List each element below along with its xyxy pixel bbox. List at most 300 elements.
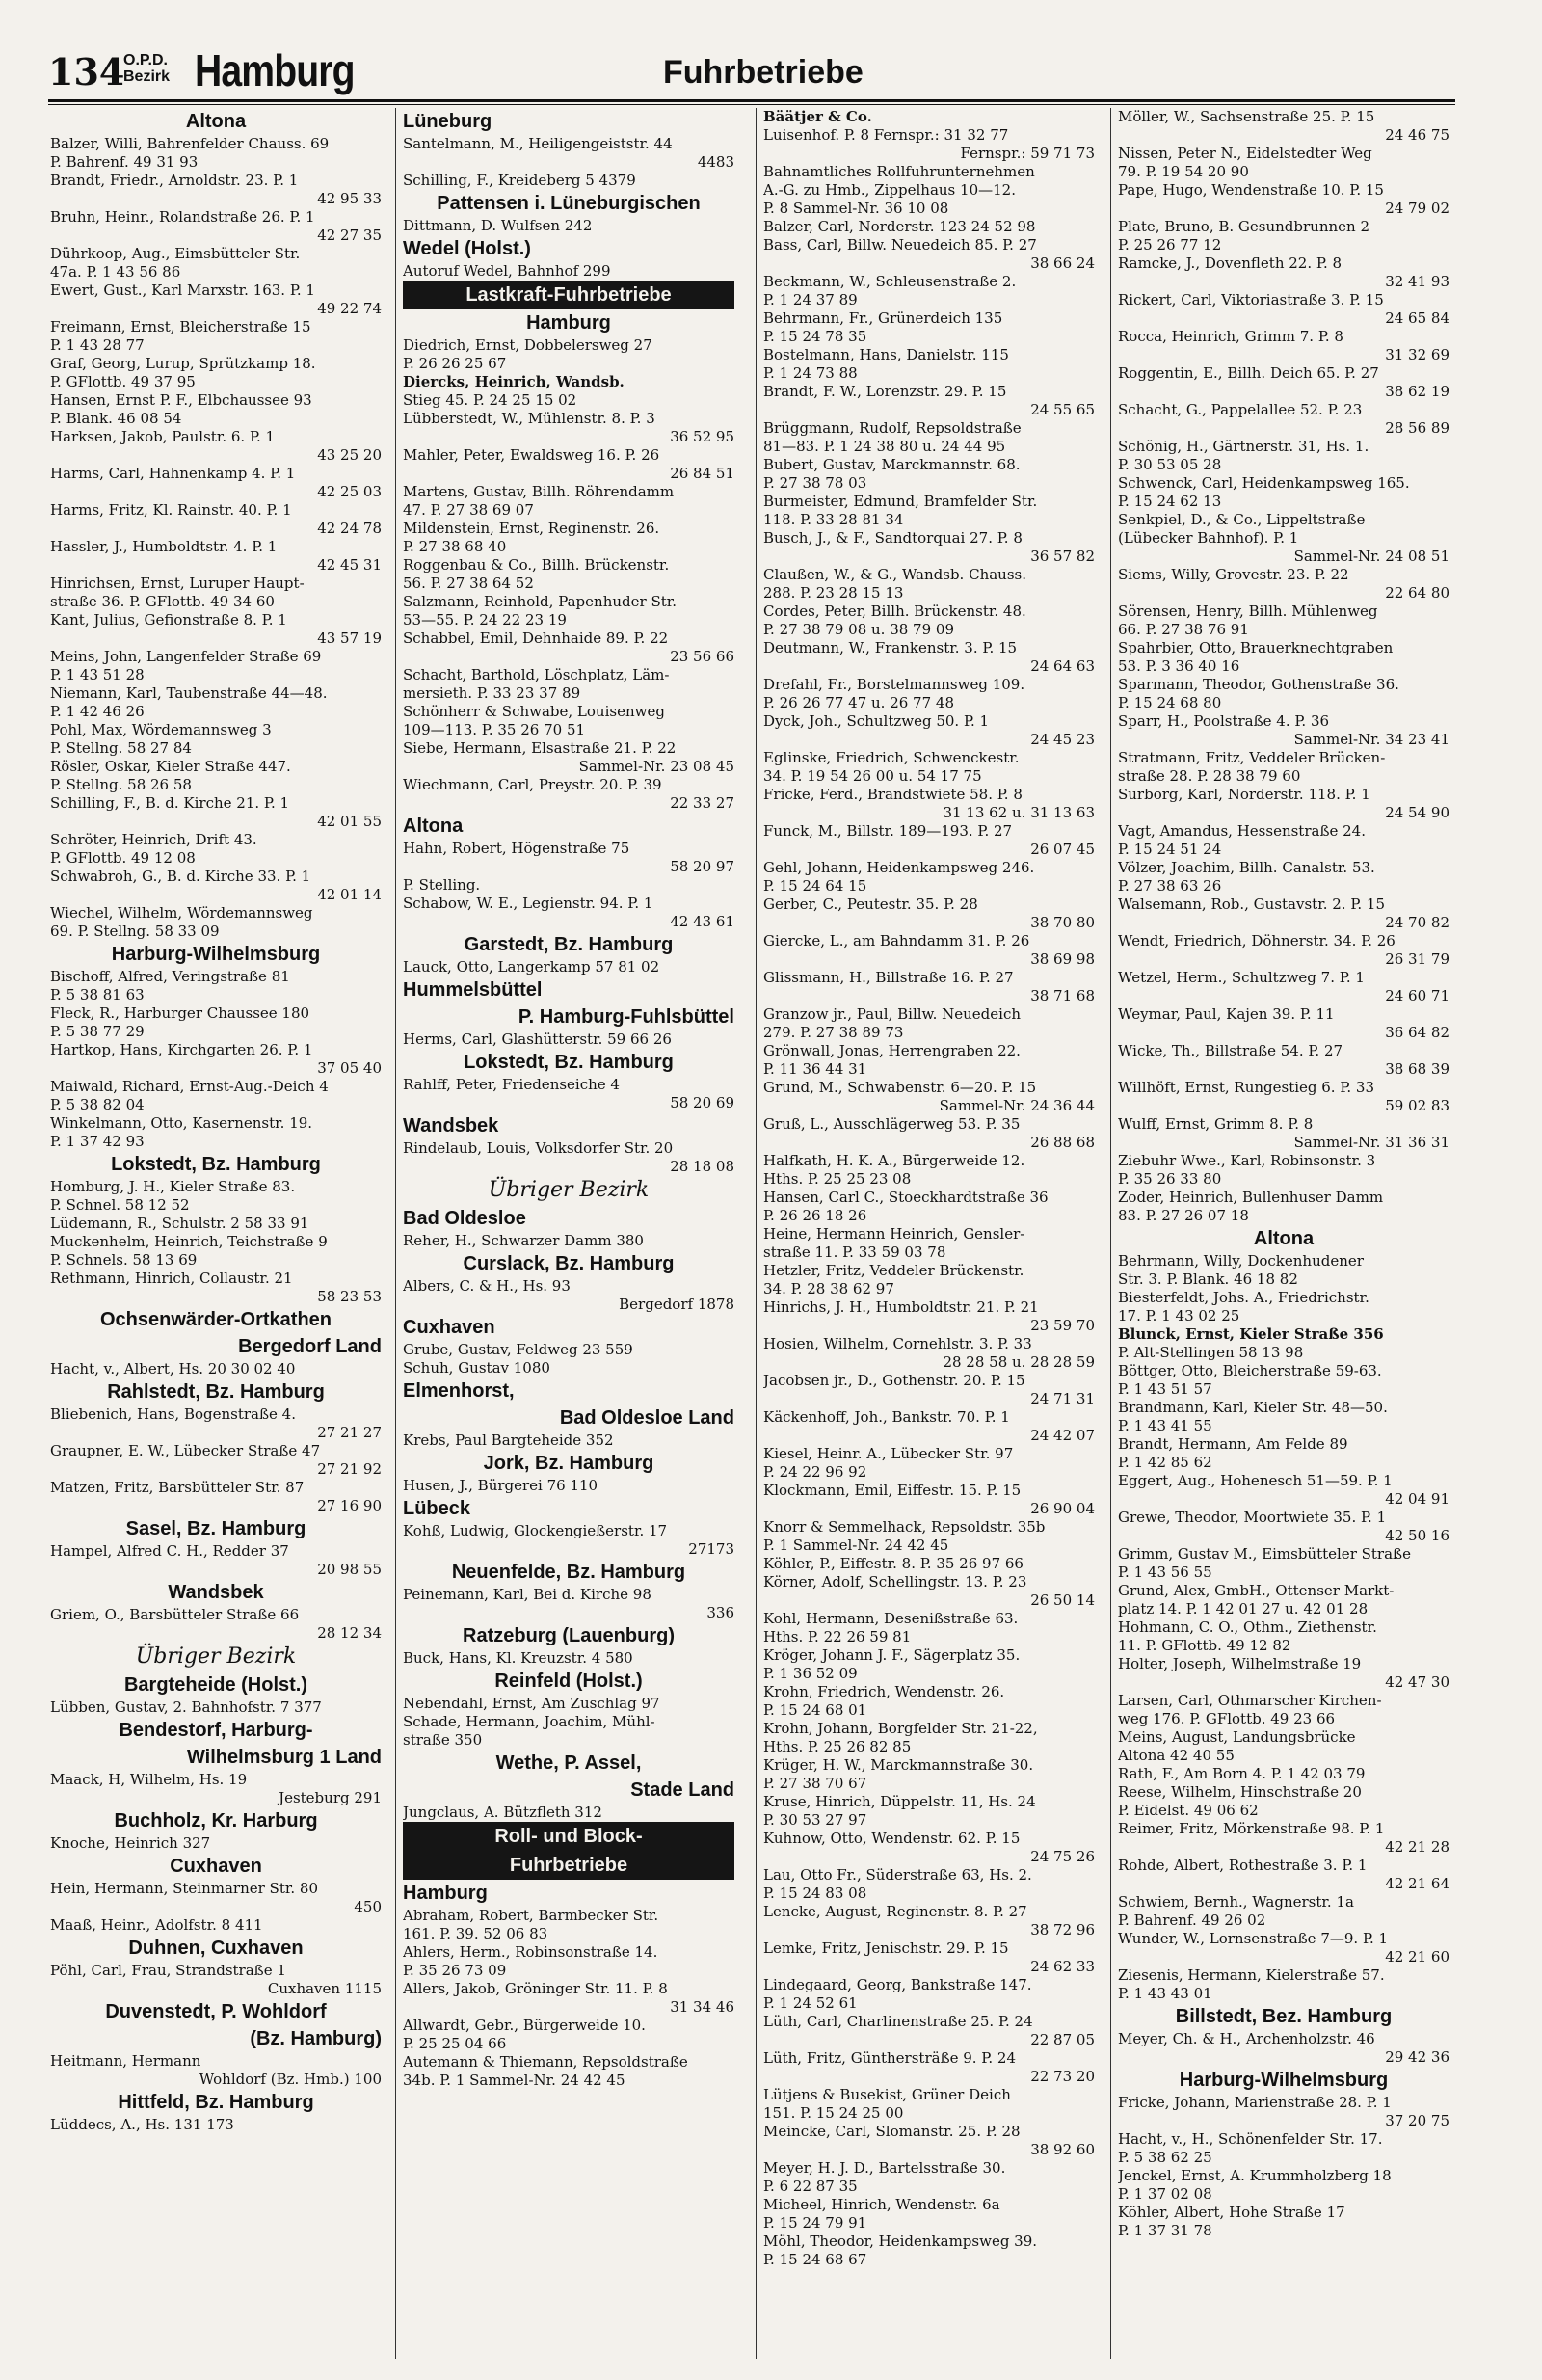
- place-heading-subline: (Bz. Hamburg): [250, 2028, 382, 2049]
- place-heading: Duvenstedt, P. Wohldorf: [105, 2001, 327, 2022]
- directory-entry: Lübberstedt, W., Mühlenstr. 8. P. 3: [403, 410, 655, 427]
- directory-entry: Burmeister, Edmund, Bramfelder Str.: [763, 493, 1038, 510]
- directory-entry: Schacht, G., Pappelallee 52. P. 23: [1118, 401, 1363, 418]
- directory-entry: Gruß, L., Ausschlägerweg 53. P. 35: [763, 1115, 1021, 1133]
- directory-entry: Glissmann, H., Billstraße 16. P. 27: [763, 969, 1014, 986]
- directory-entry: P. 26 26 18 26: [763, 1207, 867, 1224]
- directory-entry: Winkelmann, Otto, Kasernenstr. 19.: [50, 1114, 313, 1132]
- directory-entry: Lübben, Gustav, 2. Bahnhofstr. 7 377: [50, 1698, 322, 1716]
- directory-entry: Bostelmann, Hans, Danielstr. 115: [763, 346, 1009, 363]
- directory-entry: P. Bahrenf. 49 26 02: [1118, 1912, 1266, 1929]
- directory-entry: Senkpiel, D., & Co., Lippeltstraße: [1118, 511, 1366, 528]
- directory-entry: Maiwald, Richard, Ernst-Aug.-Deich 4: [50, 1078, 329, 1095]
- directory-entry: Knorr & Semmelhack, Repsoldstr. 35b: [763, 1518, 1046, 1536]
- phone-number: 42 50 16: [1385, 1527, 1449, 1544]
- directory-entry: Schuh, Gustav 1080: [403, 1359, 550, 1377]
- directory-entry: Busch, J., & F., Sandtorquai 27. P. 8: [763, 529, 1023, 547]
- directory-entry: Meincke, Carl, Slomanstr. 25. P. 28: [763, 2123, 1021, 2140]
- phone-number: 42 24 78: [317, 520, 382, 537]
- directory-entry: Santelmann, M., Heiligengeiststr. 44: [403, 135, 673, 152]
- directory-entry: Meins, August, Landungsbrücke: [1118, 1728, 1356, 1746]
- directory-entry: 69. P. Stellng. 58 33 09: [50, 923, 220, 940]
- phone-number: 27 21 92: [317, 1460, 382, 1478]
- directory-entry: Buck, Hans, Kl. Kreuzstr. 4 580: [403, 1649, 633, 1667]
- phone-number: 24 45 23: [1030, 731, 1095, 748]
- directory-entry: P. Stellng. 58 26 58: [50, 776, 192, 793]
- phone-number: 42 45 31: [317, 556, 382, 574]
- directory-entry: Reimer, Fritz, Mörkenstraße 98. P. 1: [1118, 1820, 1385, 1837]
- directory-entry: Hinrichs, J. H., Humboldtstr. 21. P. 21: [763, 1298, 1039, 1316]
- directory-entry: Pöhl, Carl, Frau, Strandstraße 1: [50, 1962, 286, 1979]
- phone-number: 38 71 68: [1030, 987, 1095, 1004]
- phone-number: 28 28 58 u. 28 28 59: [943, 1353, 1095, 1371]
- phone-number: 26 88 68: [1030, 1134, 1095, 1151]
- directory-entry: Hansen, Carl C., Stoeckhardtstraße 36: [763, 1189, 1049, 1206]
- directory-entry: Reher, H., Schwarzer Damm 380: [403, 1232, 644, 1249]
- directory-entry: P. GFlottb. 49 12 08: [50, 849, 196, 867]
- phone-number: Bergedorf 1878: [619, 1296, 734, 1313]
- directory-entry: Micheel, Hinrich, Wendenstr. 6a: [763, 2196, 1000, 2213]
- phone-number: 42 27 35: [317, 227, 382, 244]
- header-rule: [48, 99, 1455, 102]
- directory-entry: Klockmann, Emil, Eiffestr. 15. P. 15: [763, 1482, 1022, 1499]
- directory-entry: Mildenstein, Ernst, Reginenstr. 26.: [403, 520, 660, 537]
- directory-entry: Homburg, J. H., Kieler Straße 83.: [50, 1178, 296, 1195]
- directory-entry: Surborg, Karl, Norderstr. 118. P. 1: [1118, 786, 1370, 803]
- directory-entry: P. 24 22 96 92: [763, 1463, 867, 1481]
- directory-entry: Schade, Hermann, Joachim, Mühl-: [403, 1713, 655, 1730]
- directory-entry: P. 1 42 85 62: [1118, 1454, 1212, 1471]
- directory-entry: Bass, Carl, Billw. Neuedeich 85. P. 27: [763, 236, 1037, 254]
- phone-number: 38 70 80: [1030, 914, 1095, 931]
- directory-entry: P. 27 38 78 03: [763, 474, 867, 492]
- directory-entry: straße 350: [403, 1731, 483, 1749]
- directory-entry: P. 15 24 68 80: [1118, 694, 1222, 711]
- directory-entry: Halfkath, H. K. A., Bürgerweide 12.: [763, 1152, 1025, 1169]
- directory-entry: Schröter, Heinrich, Drift 43.: [50, 831, 257, 848]
- directory-column-2: [403, 108, 734, 2368]
- directory-entry: Grimm, Gustav M., Eimsbütteler Straße: [1118, 1545, 1411, 1563]
- directory-entry: Wendt, Friedrich, Döhnerstr. 34. P. 26: [1118, 932, 1396, 949]
- category-heading: Übriger Bezirk: [135, 1645, 297, 1669]
- directory-entry: Schabbel, Emil, Dehnhaide 89. P. 22: [403, 629, 669, 647]
- column-divider: [395, 108, 396, 2359]
- directory-entry: Bahnamtliches Rollfuhrunternehmen: [763, 163, 1035, 180]
- directory-entry: Roggentin, E., Billh. Deich 65. P. 27: [1118, 364, 1379, 382]
- directory-entry: Brandt, Hermann, Am Felde 89: [1118, 1435, 1348, 1453]
- phone-number: 24 62 33: [1030, 1958, 1095, 1975]
- directory-entry: Wulff, Ernst, Grimm 8. P. 8: [1118, 1115, 1314, 1133]
- directory-entry: Biesterfeldt, Johs. A., Friedrichstr.: [1118, 1289, 1369, 1306]
- directory-entry: Deutmann, W., Frankenstr. 3. P. 15: [763, 639, 1018, 656]
- place-heading: Ratzeburg (Lauenburg): [463, 1625, 675, 1646]
- directory-entry: Lindegaard, Georg, Bankstraße 147.: [763, 1976, 1032, 1993]
- directory-entry: Weymar, Paul, Kajen 39. P. 11: [1118, 1005, 1335, 1023]
- district-label-line1: O.P.D.: [123, 52, 168, 68]
- phone-number: 27173: [688, 1540, 734, 1558]
- directory-entry: P. Bahrenf. 49 31 93: [50, 153, 199, 171]
- phone-number: 38 69 98: [1030, 950, 1095, 968]
- directory-entry: Rickert, Carl, Viktoriastraße 3. P. 15: [1118, 291, 1384, 308]
- directory-entry: Fricke, Ferd., Brandstwiete 58. P. 8: [763, 786, 1023, 803]
- phone-number: 36 64 82: [1385, 1024, 1449, 1041]
- phone-number: 31 34 46: [670, 1998, 734, 2016]
- directory-entry: P. 27 38 68 40: [403, 538, 507, 555]
- directory-entry: Grube, Gustav, Feldweg 23 559: [403, 1341, 633, 1358]
- phone-number: 37 20 75: [1385, 2112, 1449, 2129]
- directory-entry: Larsen, Carl, Othmarscher Kirchen-: [1118, 1692, 1382, 1709]
- directory-entry: Kiesel, Heinr. A., Lübecker Str. 97: [763, 1445, 1014, 1462]
- directory-entry: A.-G. zu Hmb., Zippelhaus 10—12.: [763, 181, 1016, 199]
- directory-entry: mersieth. P. 33 23 37 89: [403, 684, 581, 702]
- phone-number: 27 16 90: [317, 1497, 382, 1514]
- directory-entry: Pohl, Max, Wördemannsweg 3: [50, 721, 272, 738]
- directory-entry: 34. P. 19 54 26 00 u. 54 17 75: [763, 767, 982, 785]
- phone-number: 38 68 39: [1385, 1060, 1449, 1078]
- directory-entry: Bliebenich, Hans, Bogenstraße 4.: [50, 1405, 296, 1423]
- phone-number: Sammel-Nr. 24 08 51: [1293, 548, 1449, 565]
- directory-entry: Hths. P. 25 25 23 08: [763, 1170, 912, 1188]
- place-heading: Bargteheide (Holst.): [123, 1674, 308, 1696]
- directory-entry: P. 35 26 73 09: [403, 1962, 507, 1979]
- directory-entry: Jungclaus, A. Bützfleth 312: [403, 1804, 602, 1821]
- place-heading-subline: Stade Land: [630, 1779, 734, 1801]
- directory-entry: Meins, John, Langenfelder Straße 69: [50, 648, 322, 665]
- place-heading: Elmenhorst,: [403, 1380, 515, 1402]
- directory-entry: P. 15 24 64 15: [763, 877, 867, 895]
- phone-number: 28 18 08: [670, 1158, 734, 1175]
- directory-entry: Eggert, Aug., Hohenesch 51—59. P. 1: [1118, 1472, 1393, 1489]
- directory-entry: Str. 3. P. Blank. 46 18 82: [1118, 1270, 1298, 1288]
- directory-entry: Sörensen, Henry, Billh. Mühlenweg: [1118, 602, 1378, 620]
- phone-number: 450: [354, 1898, 382, 1915]
- directory-entry: P. 15 24 83 08: [763, 1885, 867, 1902]
- directory-entry: Lau, Otto Fr., Süderstraße 63, Hs. 2.: [763, 1866, 1032, 1884]
- directory-entry: Lüth, Carl, Charlinenstraße 25. P. 24: [763, 2013, 1033, 2030]
- directory-entry: Schwabroh, G., B. d. Kirche 33. P. 1: [50, 868, 311, 885]
- directory-entry: P. 5 38 82 04: [50, 1096, 145, 1113]
- directory-entry: Käckenhoff, Joh., Bankstr. 70. P. 1: [763, 1408, 1010, 1426]
- directory-entry: Hohmann, C. O., Othm., Ziethenstr.: [1118, 1618, 1377, 1636]
- directory-entry: Blunck, Ernst, Kieler Straße 356: [1118, 1325, 1384, 1343]
- directory-entry: Sparr, H., Poolstraße 4. P. 36: [1118, 712, 1330, 730]
- directory-entry: 34. P. 28 38 62 97: [763, 1280, 894, 1297]
- phone-number: 37 05 40: [317, 1059, 382, 1077]
- directory-entry: Hahn, Robert, Högenstraße 75: [403, 840, 630, 857]
- place-heading-subline: P. Hamburg-Fuhlsbüttel: [518, 1006, 734, 1028]
- directory-entry: Luisenhof. P. 8 Fernspr.: 31 32 77: [763, 126, 1009, 144]
- directory-entry: P. 30 53 27 97: [763, 1811, 867, 1829]
- place-heading: Jork, Bz. Hamburg: [483, 1453, 654, 1474]
- directory-entry: Heitmann, Hermann: [50, 2052, 201, 2070]
- directory-entry: Hths. P. 22 26 59 81: [763, 1628, 912, 1645]
- place-heading: Cuxhaven: [170, 1856, 262, 1877]
- directory-entry: Heine, Hermann Heinrich, Gensler-: [763, 1225, 1025, 1243]
- directory-entry: 118. P. 33 28 81 34: [763, 511, 904, 528]
- directory-entry: Niemann, Karl, Taubenstraße 44—48.: [50, 684, 328, 702]
- phone-number: 42 95 33: [317, 190, 382, 207]
- directory-entry: P. 1 43 51 57: [1118, 1380, 1212, 1398]
- directory-entry: Hths. P. 25 26 82 85: [763, 1738, 912, 1755]
- directory-entry: Siems, Willy, Grovestr. 23. P. 22: [1118, 566, 1349, 583]
- directory-entry: P. 1 24 52 61: [763, 1994, 858, 2012]
- directory-entry: P. 15 24 78 35: [763, 328, 867, 345]
- directory-entry: 66. P. 27 38 76 91: [1118, 621, 1249, 638]
- phone-number: 43 25 20: [317, 446, 382, 464]
- directory-entry: Autemann & Thiemann, Repsoldstraße: [403, 2053, 688, 2071]
- directory-entry: Grönwall, Jonas, Herrengraben 22.: [763, 1042, 1021, 1059]
- directory-entry: Roggenbau & Co., Billh. Brückenstr.: [403, 556, 670, 574]
- phone-number: 24 65 84: [1385, 309, 1449, 327]
- directory-entry: Bischoff, Alfred, Veringstraße 81: [50, 968, 290, 985]
- place-heading-subline: Bad Oldesloe Land: [559, 1407, 734, 1429]
- directory-entry: Hacht, v., Albert, Hs. 20 30 02 40: [50, 1360, 296, 1377]
- directory-entry: P. 5 38 62 25: [1118, 2149, 1212, 2166]
- directory-entry: Autoruf Wedel, Bahnhof 299: [403, 262, 611, 280]
- directory-entry: Böttger, Otto, Bleicherstraße 59-63.: [1118, 1362, 1382, 1379]
- phone-number: 26 31 79: [1385, 950, 1449, 968]
- district-label: [123, 52, 170, 85]
- phone-number: 38 66 24: [1030, 254, 1095, 272]
- directory-entry: Beckmann, W., Schleusenstraße 2.: [763, 273, 1017, 290]
- directory-entry: Claußen, W., & G., Wandsb. Chauss.: [763, 566, 1027, 583]
- directory-entry: Brandt, Friedr., Arnoldstr. 23. P. 1: [50, 172, 299, 189]
- directory-entry: Grewe, Theodor, Moortwiete 35. P. 1: [1118, 1509, 1387, 1526]
- directory-entry: P. 5 38 77 29: [50, 1023, 145, 1040]
- place-heading: Altona: [185, 111, 247, 132]
- page-number: 134: [48, 50, 125, 94]
- phone-number: 42 21 60: [1385, 1948, 1449, 1966]
- phone-number: 26 07 45: [1030, 841, 1095, 858]
- directory-entry: Wunder, W., Lornsenstraße 7—9. P. 1: [1118, 1930, 1389, 1947]
- place-heading: Garstedt, Bz. Hamburg: [464, 934, 674, 955]
- directory-entry: P. 6 22 87 35: [763, 2178, 858, 2195]
- directory-entry: Harms, Carl, Hahnenkamp 4. P. 1: [50, 465, 296, 482]
- place-heading: Altona: [403, 816, 464, 837]
- phone-number: 24 42 07: [1030, 1427, 1095, 1444]
- phone-number: 42 43 61: [670, 913, 734, 930]
- directory-entry: Köhler, Albert, Hohe Straße 17: [1118, 2204, 1345, 2221]
- directory-entry: P. 1 24 37 89: [763, 291, 858, 308]
- directory-entry: P. 30 53 05 28: [1118, 456, 1222, 473]
- directory-entry: Funck, M., Billstr. 189—193. P. 27: [763, 822, 1013, 840]
- directory-entry: P. 1 36 52 09: [763, 1665, 858, 1682]
- phone-number: 28 12 34: [317, 1624, 382, 1642]
- directory-entry: P. 1 43 51 28: [50, 666, 145, 683]
- phone-number: Cuxhaven 1115: [267, 1980, 382, 1997]
- place-heading: Sasel, Bz. Hamburg: [125, 1518, 306, 1539]
- directory-entry: P. Blank. 46 08 54: [50, 410, 182, 427]
- directory-entry: Köhler, P., Eiffestr. 8. P. 35 26 97 66: [763, 1555, 1024, 1572]
- directory-entry: Krohn, Friedrich, Wendenstr. 26.: [763, 1683, 1005, 1700]
- directory-entry: Husen, J., Bürgerei 76 110: [403, 1477, 598, 1494]
- directory-entry: Hampel, Alfred C. H., Redder 37: [50, 1542, 289, 1560]
- place-heading: Hummelsbüttel: [403, 979, 543, 1001]
- directory-entry: 56. P. 27 38 64 52: [403, 575, 534, 592]
- directory-entry: Holter, Joseph, Wilhelmstraße 19: [1118, 1655, 1362, 1672]
- directory-entry: Martens, Gustav, Billh. Röhrendamm: [403, 483, 675, 500]
- directory-entry: Schilling, F., Kreideberg 5 4379: [403, 172, 636, 189]
- phone-number: Sammel-Nr. 23 08 45: [578, 758, 734, 775]
- phone-number: 38 72 96: [1030, 1921, 1095, 1939]
- directory-entry: P. 1 43 28 77: [50, 336, 145, 354]
- directory-entry: P. 25 25 04 66: [403, 2035, 507, 2052]
- phone-number: 26 50 14: [1030, 1591, 1095, 1609]
- phone-number: 4483: [697, 153, 734, 171]
- directory-entry: Dührkoop, Aug., Eimsbütteler Str.: [50, 245, 301, 262]
- directory-entry: Krebs, Paul Bargteheide 352: [403, 1431, 614, 1449]
- directory-entry: 83. P. 27 26 07 18: [1118, 1207, 1249, 1224]
- phone-number: Sammel-Nr. 24 36 44: [939, 1097, 1095, 1114]
- directory-entry: P. Schnels. 58 13 69: [50, 1251, 198, 1269]
- category-heading: Lastkraft-Fuhrbetriebe: [403, 281, 734, 309]
- phone-number: 32 41 93: [1385, 273, 1449, 290]
- directory-entry: Wiechmann, Carl, Preystr. 20. P. 39: [403, 776, 662, 793]
- directory-entry: Hacht, v., H., Schönenfelder Str. 17.: [1118, 2130, 1383, 2148]
- directory-entry: P. 1 37 02 08: [1118, 2185, 1212, 2203]
- phone-number: Fernspr.: 59 71 73: [960, 145, 1095, 162]
- directory-entry: Eglinske, Friedrich, Schwenckestr.: [763, 749, 1020, 766]
- place-heading: Buchholz, Kr. Harburg: [114, 1810, 318, 1832]
- directory-entry: P. 15 24 51 24: [1118, 841, 1222, 858]
- directory-entry: Brüggmann, Rudolf, Repsoldstraße: [763, 419, 1022, 437]
- phone-number: 22 64 80: [1385, 584, 1449, 602]
- directory-entry: Fricke, Johann, Marienstraße 28. P. 1: [1118, 2094, 1392, 2111]
- phone-number: 42 04 91: [1385, 1490, 1449, 1508]
- phone-number: 24 75 26: [1030, 1848, 1095, 1865]
- directory-column-4: [1118, 108, 1449, 2368]
- directory-entry: Allers, Jakob, Gröninger Str. 11. P. 8: [403, 1980, 668, 1997]
- phone-number: 24 54 90: [1385, 804, 1449, 821]
- directory-entry: P. Schnel. 58 12 52: [50, 1196, 190, 1214]
- category-heading: Fuhrbetriebe: [403, 1851, 734, 1880]
- phone-number: 24 55 65: [1030, 401, 1095, 418]
- directory-entry: P. 1 43 41 55: [1118, 1417, 1212, 1434]
- directory-entry: 279. P. 27 38 89 73: [763, 1024, 904, 1041]
- directory-entry: Rösler, Oskar, Kieler Straße 447.: [50, 758, 291, 775]
- directory-entry: Griem, O., Barsbütteler Straße 66: [50, 1606, 300, 1623]
- phone-number: 58 20 69: [670, 1094, 734, 1111]
- directory-entry: Lüddecs, A., Hs. 131 173: [50, 2116, 234, 2133]
- directory-entry: Wetzel, Herm., Schultzweg 7. P. 1: [1118, 969, 1365, 986]
- directory-entry: P. 27 38 63 26: [1118, 877, 1222, 895]
- page-header: [0, 0, 1542, 106]
- place-heading-subline: Bergedorf Land: [238, 1336, 382, 1357]
- directory-entry: Rohde, Albert, Rothestraße 3. P. 1: [1118, 1857, 1368, 1874]
- directory-entry: P. 1 43 43 01: [1118, 1985, 1212, 2002]
- directory-entry: P. 1 37 31 78: [1118, 2222, 1212, 2239]
- directory-entry: Freimann, Ernst, Bleicherstraße 15: [50, 318, 311, 335]
- directory-entry: Altona 42 40 55: [1118, 1747, 1235, 1764]
- directory-entry: weg 176. P. GFlottb. 49 23 66: [1118, 1710, 1336, 1727]
- directory-entry: Pape, Hugo, Wendenstraße 10. P. 15: [1118, 181, 1384, 199]
- directory-entry: P. GFlottb. 49 37 95: [50, 373, 196, 390]
- column-divider: [756, 108, 757, 2359]
- directory-entry: Jenckel, Ernst, A. Krummholzberg 18: [1118, 2167, 1392, 2184]
- phone-number: 27 21 27: [317, 1424, 382, 1441]
- directory-entry: Harksen, Jakob, Paulstr. 6. P. 1: [50, 428, 276, 445]
- place-heading: Duhnen, Cuxhaven: [128, 1938, 304, 1959]
- place-heading: Cuxhaven: [403, 1317, 495, 1338]
- directory-entry: Hinrichsen, Ernst, Luruper Haupt-: [50, 575, 305, 592]
- directory-entry: Nissen, Peter N., Eidelstedter Weg: [1118, 145, 1372, 162]
- directory-entry: Vagt, Amandus, Hessenstraße 24.: [1118, 822, 1366, 840]
- directory-entry: P. 27 38 79 08 u. 38 79 09: [763, 621, 955, 638]
- directory-entry: Gehl, Johann, Heidenkampsweg 246.: [763, 859, 1035, 876]
- place-heading-subline: Wilhelmsburg 1 Land: [186, 1747, 382, 1768]
- directory-entry: Möhl, Theodor, Heidenkampsweg 39.: [763, 2233, 1038, 2250]
- directory-entry: Ziesenis, Hermann, Kielerstraße 57.: [1118, 1966, 1385, 1984]
- phone-number: 42 21 64: [1385, 1875, 1449, 1892]
- directory-entry: Muckenhelm, Heinrich, Teichstraße 9: [50, 1233, 328, 1250]
- phone-number: 58 20 97: [670, 858, 734, 875]
- directory-entry: Bäätjer & Co.: [763, 108, 872, 125]
- directory-entry: Dyck, Joh., Schultzweg 50. P. 1: [763, 712, 990, 730]
- place-heading: Neuenfelde, Bz. Hamburg: [451, 1562, 686, 1583]
- phone-number: 38 62 19: [1385, 383, 1449, 400]
- phone-number: 28 56 89: [1385, 419, 1449, 437]
- directory-entry: Allwardt, Gebr., Bürgerweide 10.: [403, 2017, 646, 2034]
- directory-entry: 288. P. 23 28 15 13: [763, 584, 904, 602]
- directory-entry: 79. P. 19 54 20 90: [1118, 163, 1249, 180]
- place-heading: Altona: [1253, 1228, 1315, 1249]
- directory-entry: Ramcke, J., Dovenfleth 22. P. 8: [1118, 254, 1343, 272]
- phone-number: 36 52 95: [670, 428, 734, 445]
- directory-entry: Grund, M., Schwabenstr. 6—20. P. 15: [763, 1079, 1037, 1096]
- phone-number: 22 73 20: [1030, 2068, 1095, 2085]
- phone-number: 26 84 51: [670, 465, 734, 482]
- directory-entry: 161. P. 39. 52 06 83: [403, 1925, 548, 1942]
- place-heading: Lüneburg: [403, 111, 492, 132]
- phone-number: 20 98 55: [317, 1561, 382, 1578]
- directory-entry: Hosien, Wilhelm, Cornehlstr. 3. P. 33: [763, 1335, 1032, 1352]
- directory-entry: Kruse, Hinrich, Düppelstr. 11, Hs. 24: [763, 1793, 1036, 1810]
- directory-entry: Schabow, W. E., Legienstr. 94. P. 1: [403, 895, 653, 912]
- phone-number: 42 47 30: [1385, 1673, 1449, 1691]
- directory-entry: P. 1 37 42 93: [50, 1133, 145, 1150]
- directory-entry: P. 15 24 79 91: [763, 2214, 867, 2232]
- phone-number: 24 46 75: [1385, 126, 1449, 144]
- directory-entry: Stieg 45. P. 24 25 15 02: [403, 391, 577, 409]
- directory-entry: Brandt, F. W., Lorenzstr. 29. P. 15: [763, 383, 1007, 400]
- directory-entry: 53. P. 3 36 40 16: [1118, 657, 1240, 675]
- category-heading: Roll- und Block-: [403, 1822, 734, 1851]
- directory-entry: 11. P. GFlottb. 49 12 82: [1118, 1637, 1291, 1654]
- directory-entry: Ziebuhr Wwe., Karl, Robinsonstr. 3: [1118, 1152, 1376, 1169]
- directory-entry: straße 28. P. 28 38 79 60: [1118, 767, 1301, 785]
- place-heading: Wedel (Holst.): [403, 238, 531, 259]
- phone-number: 23 56 66: [670, 648, 734, 665]
- phone-number: 31 32 69: [1385, 346, 1449, 363]
- directory-entry: Möller, W., Sachsenstraße 25. P. 15: [1118, 108, 1375, 125]
- phone-number: 24 71 31: [1030, 1390, 1095, 1407]
- directory-entry: Lauck, Otto, Langerkamp 57 81 02: [403, 958, 660, 976]
- phone-number: 38 92 60: [1030, 2141, 1095, 2158]
- directory-entry: Giercke, L., am Bahndamm 31. P. 26: [763, 932, 1030, 949]
- place-heading: Wandsbek: [168, 1582, 264, 1603]
- place-heading: Lokstedt, Bz. Hamburg: [111, 1154, 321, 1175]
- directory-entry: Salzmann, Reinhold, Papenhuder Str.: [403, 593, 678, 610]
- directory-entry: straße 36. P. GFlottb. 49 34 60: [50, 593, 275, 610]
- directory-entry: Ewert, Gust., Karl Marxstr. 163. P. 1: [50, 281, 315, 299]
- directory-entry: Schwenck, Carl, Heidenkampsweg 165.: [1118, 474, 1410, 492]
- place-heading: Bendestorf, Harburg-: [119, 1720, 313, 1741]
- directory-entry: Hassler, J., Humboldtstr. 4. P. 1: [50, 538, 278, 555]
- phone-number: 43 57 19: [317, 629, 382, 647]
- directory-entry: Albers, C. & H., Hs. 93: [403, 1277, 571, 1295]
- place-heading: Lokstedt, Bz. Hamburg: [464, 1052, 674, 1073]
- place-heading: Bad Oldesloe: [403, 1208, 526, 1229]
